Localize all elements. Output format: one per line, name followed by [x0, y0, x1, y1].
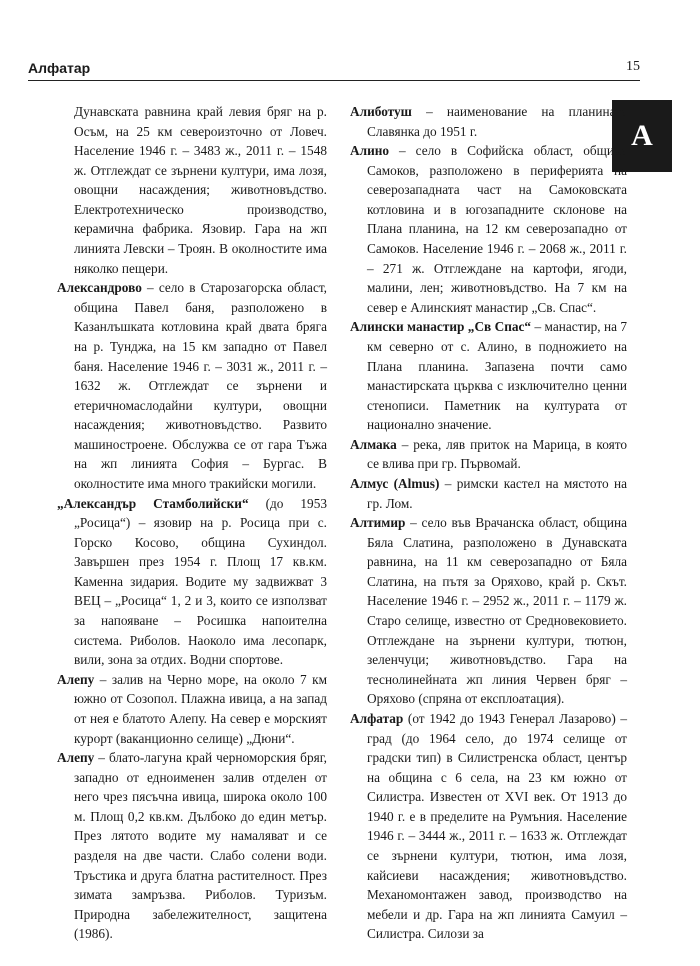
entry-text: – залив на Черно море, на около 7 км южно от Созопол. Плажна ивица, а на запад от нея е блатото Алепу. На север е морският курорт (ваканционно селище) „Дюни“.: [74, 671, 327, 746]
entry-headword: Алфатар: [350, 710, 404, 726]
entry-text: – село във Врачанска област, община Бяла Слатина, разположено в Дунавската равнина, на 11 км северозападно от Бяла Слатина, на пътя за Оряхово, край р. Скът. Население 1946 г. – 2952 ж., 2011 г. – 1179 ж. Старо селище, известно от Средновековието. Отглеждане на зърнени култури, тютюн, зеленчуци; животновъдство. Гара на теснолинейната жп линия Червен бряг – Оряхово (спряна от експлоатация).: [367, 515, 627, 707]
dictionary-entry: [350, 513, 627, 709]
dictionary-entry: [57, 494, 327, 670]
entry-text: – наименование на планината Славянка до 1951 г.: [367, 104, 627, 139]
entry-text: – римски кастел на мястото на гр. Лом.: [367, 475, 627, 511]
right-column: [350, 102, 627, 944]
entry-headword: Алмус (Almus): [350, 475, 440, 491]
entry-headword: Александрово: [57, 280, 142, 296]
dictionary-entry: [57, 102, 327, 278]
entry-headword: „Александър Стамболийски“: [57, 495, 249, 511]
entry-text: (от 1942 до 1943 Генерал Лазарово) – град (до 1964 село, до 1974 селище от градски тип) в Силистренска област, център на община с 6 села, на 23 км южно от Силистра. Известен от XVI век. От 1913 до 1940 г. е в пределите на Румъния. Население 1946 г. – 3444 ж., 2011 г. – 1633 ж. Отглеждат се зърнени култури, тютюн, има лозя, кайсиеви насаждения; животновъдство. Механомонтажен завод, производство на мебели и др. Гара на жп линията Самуил – Силистра. Силози за: [367, 710, 627, 942]
entry-headword: Алепу: [57, 671, 95, 687]
running-title: Алфатар: [28, 60, 91, 76]
entry-headword: Алепу: [57, 750, 95, 766]
entry-headword: Алино: [350, 143, 390, 159]
entry-headword: Алтимир: [350, 515, 406, 531]
dictionary-entry: [350, 317, 627, 434]
dictionary-entry: [350, 435, 627, 474]
entry-headword: Алмака: [350, 436, 397, 452]
entry-text: – село в Старозагорска област, община Павел баня, разположено в Казанлъшката котловина край двата бряга на р. Тунджа, на 15 км западно от Павел баня. Население 1946 г. – 3031 ж., 2011 г. – 1632 ж. Отглеждат се зърнени и етеричномаслодайни култури, овощни насаждения; животновъдство. Развито машиностроене. Обслужва се от гара Тъжа на жп линията София – Бургас. В околностите има много тракийски могили.: [74, 280, 327, 491]
entry-headword: Алински манастир „Св Спас“: [350, 319, 532, 335]
entry-text: – блато-лагуна край черноморския бряг, западно от едноименен залив отделен от него чрез пясъчна ивица, широка около 100 м. Площ 0,2 кв.км. Дълбоко до един метър. През лятото водите му намаляват и се разделя на две части. Слабо солени води. Тръстика и друга блатна растителност. През зимата замръзва. Риболов. Туризъм. Природна забележителност, защитена (1986).: [74, 750, 327, 942]
left-column: [57, 102, 327, 944]
entry-text: Дунавската равнина край левия бряг на р. Осъм, на 25 км североизточно от Ловеч. Население 1946 г. – 3483 ж., 2011 г. – 1548 ж. Отглеждат се зърнени култури, има лозя, овощни насаждения; животновъдство. Електротехническо производство, керамична фабрика. Язовир. Гара на жп линията Левски – Троян. В околностите има няколко пещери.: [74, 104, 327, 276]
entry-text: – село в Софийска област, община Самоков, разположено в периферията на северозападната част на Самоковската котловина и в югозападните склонове на Плана планина, на 12 км северозападно от Самоков. Население 1946 г. – 2068 ж., 2011 г. – 271 ж. Отглеждане на картофи, ягоди, малини, лен; животновъдство. На 7 км на север е Алинският манастир „Св. Спас“.: [367, 143, 627, 315]
entry-text: (до 1953 „Росица“) – язовир на р. Росица при с. Горско Косово, община Сухиндол. Завършен през 1954 г. Площ 17 кв.км. Каменна зидария. Водите му задвижват 3 ВЕЦ – „Росица“ 1, 2 и 3, които се използват за напояване – Росишка напоителна система. Риболов. Наоколо има лесопарк, вили, зона за отдих. Водни спортове.: [74, 495, 327, 668]
thumb-index-letter: А: [631, 119, 653, 152]
dictionary-entry: [350, 709, 627, 944]
header-rule: [28, 80, 640, 81]
dictionary-entry: [350, 141, 627, 317]
dictionary-entry: [57, 748, 327, 944]
entry-text: – манастир, на 7 км северно от с. Алино, в подножието на Плана планина. Запазена почти само манастирската църква с изключително ценни стенописи. Паметник на културата от национално значение.: [367, 319, 627, 433]
dictionary-entry: [57, 670, 327, 748]
page-number: 15: [626, 59, 640, 74]
dictionary-entry: [350, 474, 627, 513]
entry-headword: Алиботуш: [350, 104, 412, 119]
entry-text: – река, ляв приток на Марица, в която се влива при гр. Първомай.: [367, 436, 627, 472]
dictionary-entry: [350, 102, 627, 141]
dictionary-entry: [57, 278, 327, 493]
